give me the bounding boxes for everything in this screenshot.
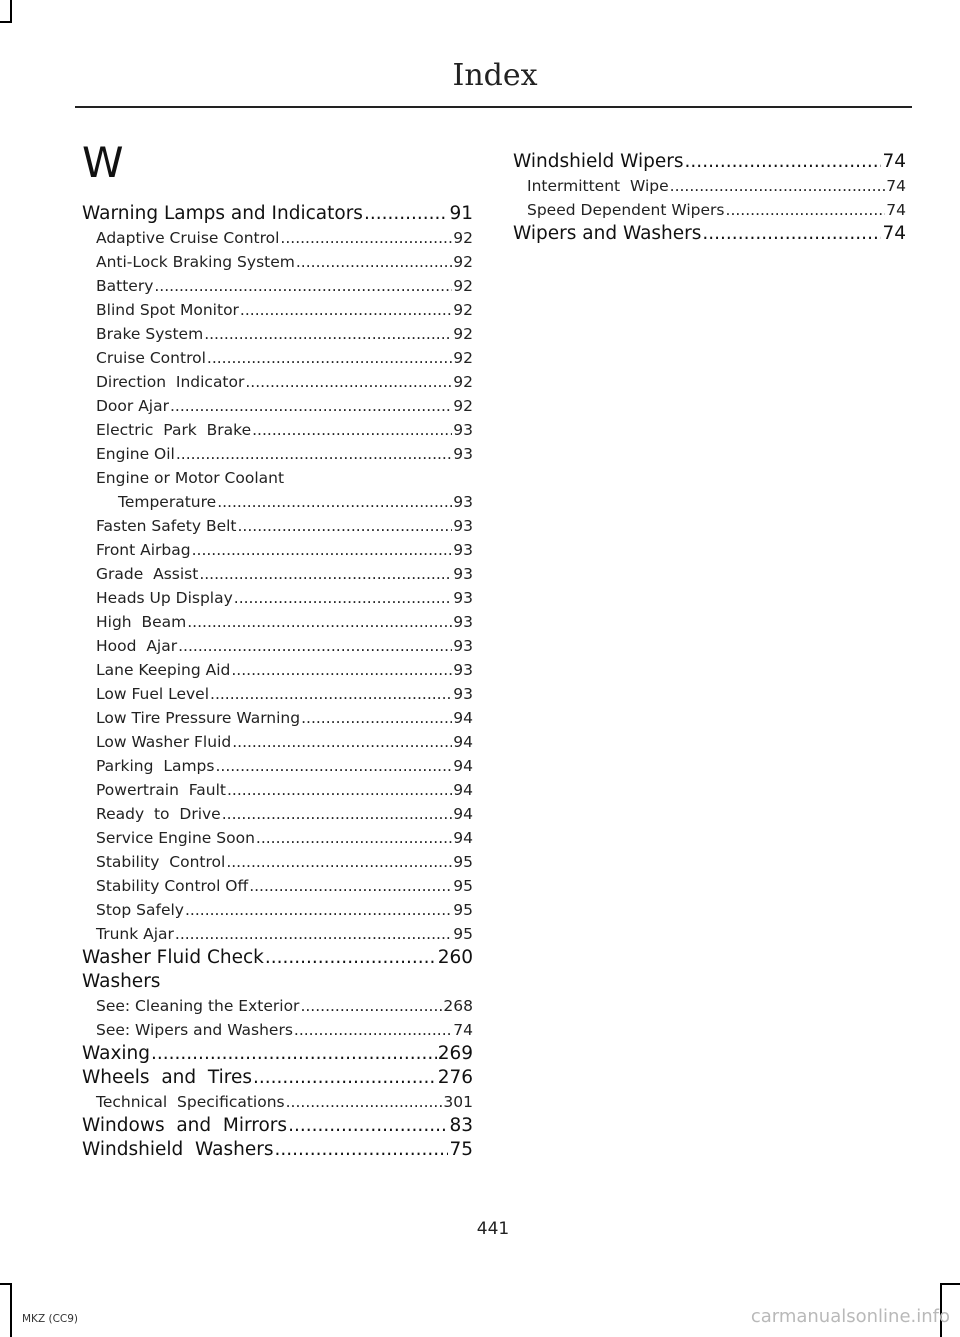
index-list-right	[513, 150, 906, 246]
entry-text: Technical Specifications	[96, 1093, 285, 1111]
index-list-left	[82, 202, 473, 1162]
entry-page-number: 93	[453, 589, 473, 607]
index-entry[interactable]	[82, 946, 473, 970]
entry-text: Lane Keeping Aid	[96, 661, 231, 679]
entry-page-number: 93	[453, 517, 473, 535]
entry-text: Anti-Lock Braking System	[96, 253, 295, 271]
entry-page-number: 75	[449, 1139, 473, 1160]
entry-page-number: 301	[443, 1093, 473, 1111]
entry-page-number: 74	[882, 151, 906, 172]
index-subentry-line1: Engine or Motor Coolant	[96, 469, 285, 487]
entry-text: Wipers and Washers	[513, 223, 702, 244]
index-entry[interactable]	[513, 222, 906, 246]
leader-dots	[249, 874, 452, 898]
leader-dots	[178, 634, 452, 658]
entry-text: High Beam	[96, 613, 187, 631]
entry-page-number: 94	[453, 829, 473, 847]
entry-page-number: 95	[453, 877, 473, 895]
entry-page-number: 94	[453, 757, 473, 775]
entry-page-number: 83	[449, 1115, 473, 1136]
index-subentry[interactable]	[82, 274, 473, 298]
crop-mark-top-left-h	[0, 21, 12, 23]
index-entry[interactable]	[82, 1066, 473, 1090]
entry-text: Low Washer Fluid	[96, 733, 232, 751]
entry-text: Engine Oil	[96, 445, 175, 463]
entry-page-number: 92	[453, 325, 473, 343]
entry-text: Washer Fluid Check	[82, 947, 264, 968]
entry-page-number: 94	[453, 733, 473, 751]
entry-text: Intermittent Wipe	[527, 177, 669, 195]
entry-page-number: 93	[453, 637, 473, 655]
leader-dots	[215, 754, 452, 778]
entry-text: See: Cleaning the Exterior	[96, 997, 300, 1015]
entry-text: Speed Dependent Wipers	[527, 201, 725, 219]
entry-text: Service Engine Soon	[96, 829, 255, 847]
entry-text: Adaptive Cruise Control	[96, 229, 280, 247]
index-subentry[interactable]	[82, 1018, 473, 1042]
entry-page-number: 74	[886, 201, 906, 219]
index-subentry[interactable]	[82, 346, 473, 370]
leader-dots	[252, 418, 452, 442]
index-heading: Washers	[82, 971, 161, 992]
entry-page-number: 92	[453, 373, 473, 391]
index-subentry[interactable]	[82, 490, 473, 514]
page-title: Index	[452, 58, 538, 93]
index-subentry[interactable]	[82, 778, 473, 802]
leader-dots	[265, 946, 437, 970]
entry-page-number: 74	[453, 1021, 473, 1039]
index-subentry[interactable]	[513, 198, 906, 222]
entry-page-number: 93	[453, 445, 473, 463]
leader-dots	[364, 202, 449, 226]
leader-dots	[154, 274, 452, 298]
leader-dots	[185, 898, 452, 922]
entry-page-number: 95	[453, 853, 473, 871]
entry-page-number: 276	[437, 1067, 473, 1088]
entry-text: Trunk Ajar	[96, 925, 174, 943]
watermark: carmanualsonline.info	[750, 1306, 950, 1327]
index-entry[interactable]	[82, 202, 473, 226]
index-subentry[interactable]	[82, 442, 473, 466]
entry-text: Grade Assist	[96, 565, 199, 583]
leader-dots	[294, 1018, 452, 1042]
index-subentry[interactable]	[82, 994, 473, 1018]
entry-text: Door Ajar	[96, 397, 169, 415]
header-divider	[75, 106, 912, 108]
index-subentry[interactable]	[82, 874, 473, 898]
entry-page-number: 74	[882, 223, 906, 244]
leader-dots	[151, 1042, 437, 1066]
entry-text: Ready to Drive	[96, 805, 221, 823]
entry-text: Electric Park Brake	[96, 421, 252, 439]
entry-text: Wheels and Tires	[82, 1067, 252, 1088]
index-subentry[interactable]	[82, 418, 473, 442]
leader-dots	[245, 370, 452, 394]
entry-page-number: 95	[453, 925, 473, 943]
entry-text: Low Fuel Level	[96, 685, 210, 703]
index-subentry[interactable]	[82, 610, 473, 634]
index-subentry[interactable]	[82, 322, 473, 346]
index-entry[interactable]	[513, 150, 906, 174]
entry-text: Heads Up Display	[96, 589, 233, 607]
entry-text: Hood Ajar	[96, 637, 178, 655]
entry-page-number: 92	[453, 229, 473, 247]
entry-text: Stability Control	[96, 853, 226, 871]
index-subentry[interactable]	[82, 754, 473, 778]
entry-page-number: 93	[453, 493, 473, 511]
leader-dots	[253, 1066, 437, 1090]
entry-text: Temperature	[118, 493, 217, 511]
entry-text: Cruise Control	[96, 349, 206, 367]
entry-page-number: 94	[453, 781, 473, 799]
leader-dots	[234, 586, 452, 610]
index-subentry[interactable]	[513, 174, 906, 198]
model-label: MKZ (CC9)	[22, 1313, 79, 1325]
leader-dots	[222, 802, 453, 826]
entry-text: Battery	[96, 277, 154, 295]
entry-page-number: 92	[453, 397, 473, 415]
leader-dots	[702, 222, 881, 246]
index-subentry[interactable]	[82, 850, 473, 874]
index-subentry[interactable]	[82, 706, 473, 730]
index-subentry[interactable]	[82, 730, 473, 754]
entry-page-number: 93	[453, 541, 473, 559]
leader-dots	[288, 1114, 448, 1138]
leader-dots	[170, 394, 452, 418]
leader-dots	[256, 826, 452, 850]
entry-text: Brake System	[96, 325, 204, 343]
entry-page-number: 95	[453, 901, 473, 919]
leader-dots	[301, 706, 452, 730]
page-number: 441	[476, 1219, 510, 1239]
index-subentry[interactable]	[82, 898, 473, 922]
entry-page-number: 92	[453, 349, 473, 367]
entry-page-number: 260	[437, 947, 473, 968]
entry-page-number: 93	[453, 661, 473, 679]
index-subentry[interactable]	[82, 826, 473, 850]
leader-dots	[296, 250, 452, 274]
entry-text: Windows and Mirrors	[82, 1115, 288, 1136]
entry-page-number: 268	[443, 997, 473, 1015]
leader-dots	[199, 562, 452, 586]
entry-text: Windshield Washers	[82, 1139, 274, 1160]
index-subentry[interactable]	[82, 370, 473, 394]
crop-mark-bottom-left-v	[10, 1283, 12, 1337]
entry-page-number: 93	[453, 613, 473, 631]
entry-page-number: 91	[449, 203, 473, 224]
leader-dots	[217, 490, 452, 514]
index-subentry[interactable]	[82, 514, 473, 538]
index-subentry[interactable]	[82, 658, 473, 682]
entry-text: Warning Lamps and Indicators	[82, 203, 363, 224]
leader-dots	[670, 174, 886, 198]
index-entry[interactable]	[82, 1114, 473, 1138]
leader-dots	[238, 514, 453, 538]
leader-dots	[175, 922, 452, 946]
entry-text: See: Wipers and Washers	[96, 1021, 293, 1039]
index-subentry[interactable]	[82, 562, 473, 586]
index-entry[interactable]	[82, 1042, 473, 1066]
entry-page-number: 92	[453, 253, 473, 271]
leader-dots	[187, 610, 452, 634]
entry-text: Fasten Safety Belt	[96, 517, 237, 535]
leader-dots	[240, 298, 452, 322]
entry-text: Waxing	[82, 1043, 151, 1064]
entry-page-number: 93	[453, 565, 473, 583]
entry-text: Stop Safely	[96, 901, 184, 919]
crop-mark-bottom-right-h	[940, 1283, 960, 1285]
leader-dots	[176, 442, 452, 466]
index-subentry[interactable]	[82, 682, 473, 706]
index-column-left	[82, 140, 473, 1162]
index-subentry[interactable]	[82, 226, 473, 250]
index-subentry[interactable]	[82, 298, 473, 322]
index-subentry[interactable]	[82, 586, 473, 610]
entry-page-number: 94	[453, 805, 473, 823]
index-subentry[interactable]	[82, 250, 473, 274]
entry-page-number: 92	[453, 301, 473, 319]
leader-dots	[300, 994, 442, 1018]
entry-page-number: 92	[453, 277, 473, 295]
leader-dots	[226, 850, 452, 874]
index-entry[interactable]	[82, 1138, 473, 1162]
entry-text: Parking Lamps	[96, 757, 215, 775]
entry-page-number: 269	[437, 1043, 473, 1064]
entry-page-number: 74	[886, 177, 906, 195]
entry-text: Blind Spot Monitor	[96, 301, 239, 319]
leader-dots	[227, 778, 452, 802]
index-subentry[interactable]	[82, 922, 473, 946]
index-subentry[interactable]	[82, 634, 473, 658]
crop-mark-bottom-left-h	[0, 1283, 12, 1285]
index-column-right	[513, 150, 906, 246]
leader-dots	[274, 1138, 448, 1162]
leader-dots	[231, 658, 452, 682]
leader-dots	[204, 322, 452, 346]
crop-mark-top-left-v	[10, 0, 12, 22]
index-subentry[interactable]	[82, 802, 473, 826]
entry-text: Powertrain Fault	[96, 781, 226, 799]
leader-dots	[232, 730, 452, 754]
entry-text: Front Airbag	[96, 541, 191, 559]
entry-text: Low Tire Pressure Warning	[96, 709, 301, 727]
index-subentry[interactable]	[82, 538, 473, 562]
leader-dots	[207, 346, 452, 370]
leader-dots	[286, 1090, 443, 1114]
index-subentry[interactable]	[82, 394, 473, 418]
entry-page-number: 93	[453, 685, 473, 703]
index-subentry[interactable]	[82, 1090, 473, 1114]
leader-dots	[726, 198, 886, 222]
entry-page-number: 94	[453, 709, 473, 727]
leader-dots	[192, 538, 453, 562]
entry-text: Stability Control Off	[96, 877, 249, 895]
entry-page-number: 93	[453, 421, 473, 439]
section-letter: W	[82, 138, 124, 187]
leader-dots	[685, 150, 882, 174]
leader-dots	[280, 226, 452, 250]
entry-text: Direction Indicator	[96, 373, 245, 391]
leader-dots	[210, 682, 452, 706]
entry-text: Windshield Wipers	[513, 151, 684, 172]
